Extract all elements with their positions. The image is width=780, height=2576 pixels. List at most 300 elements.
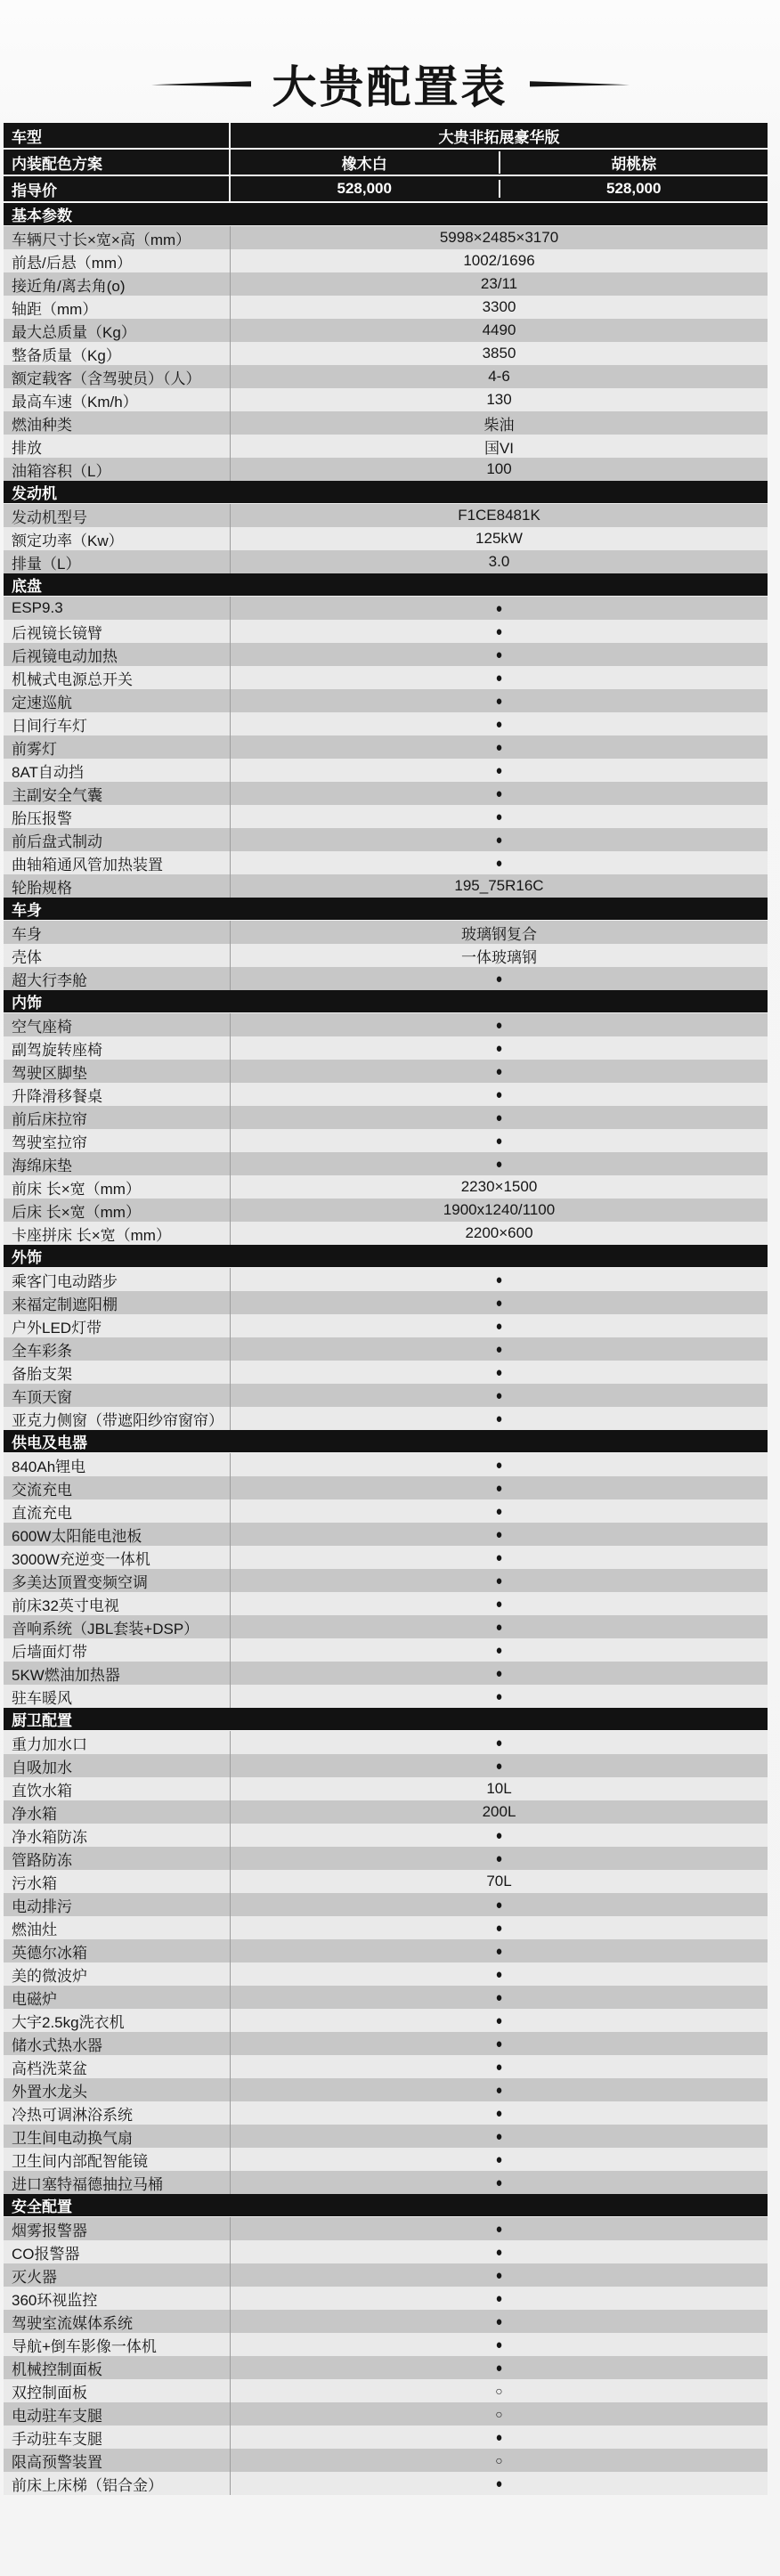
table-row	[4, 226, 768, 249]
row-value: 柴油	[483, 416, 515, 434]
row-value: 5998×2485×3170	[439, 229, 559, 246]
table-row	[4, 1222, 768, 1245]
included-dot-icon: ●	[495, 2221, 503, 2237]
row-label: 壳体	[4, 944, 231, 967]
row-value	[231, 1314, 768, 1337]
page-title: 大贵配置表	[272, 62, 508, 112]
row-label: 驾驶室流媒体系统	[4, 2310, 231, 2333]
row-value	[231, 1685, 768, 1708]
section-header: 内饰	[4, 990, 768, 1013]
row-value	[231, 1754, 768, 1777]
included-dot-icon: ●	[495, 1410, 503, 1426]
row-label: ESP9.3	[4, 597, 231, 620]
included-dot-icon: ●	[495, 2105, 503, 2121]
row-label: 英德尔冰箱	[4, 1939, 231, 1962]
row-value: 3.0	[488, 553, 510, 570]
row-label: 排放	[4, 435, 231, 458]
row-value: 200L	[482, 1803, 516, 1820]
included-dot-icon: ●	[495, 1341, 503, 1357]
table-row	[4, 643, 768, 666]
row-value	[231, 689, 768, 712]
row-value	[231, 759, 768, 782]
section-header: 供电及电器	[4, 1430, 768, 1453]
included-dot-icon: ●	[495, 1503, 503, 1519]
included-dot-icon: ●	[495, 1688, 503, 1704]
included-dot-icon: ●	[495, 1109, 503, 1125]
row-label: 净水箱防冻	[4, 1824, 231, 1847]
included-dot-icon: ●	[495, 646, 503, 662]
row-value	[231, 2287, 768, 2310]
row-value	[231, 2009, 768, 2032]
included-dot-icon: ●	[495, 1966, 503, 1982]
table-row	[4, 1662, 768, 1685]
row-label: 电磁炉	[4, 1986, 231, 2009]
row-value	[231, 2402, 768, 2426]
row-label: 排量（L）	[4, 550, 231, 573]
table-row	[4, 2379, 768, 2402]
section-header: 基本参数	[4, 203, 768, 226]
row-label: 车辆尺寸长×宽×高（mm）	[4, 226, 231, 249]
included-dot-icon: ●	[495, 2360, 503, 2376]
row-value: 4-6	[488, 368, 510, 385]
table-row	[4, 1384, 768, 1407]
table-row	[4, 1129, 768, 1152]
row-label: 自吸加水	[4, 1754, 231, 1777]
row-label: 全车彩条	[4, 1337, 231, 1361]
row-value: 70L	[486, 1873, 512, 1889]
row-value	[231, 1847, 768, 1870]
table-row	[4, 1685, 768, 1708]
table-row	[4, 2287, 768, 2310]
table-row	[4, 2310, 768, 2333]
row-value	[231, 1407, 768, 1430]
included-dot-icon: ●	[495, 1480, 503, 1496]
table-row	[4, 365, 768, 388]
row-label: 轮胎规格	[4, 874, 231, 898]
included-dot-icon: ●	[495, 1086, 503, 1102]
row-value	[231, 2472, 768, 2495]
row-label: 前后盘式制动	[4, 828, 231, 851]
row-label: 污水箱	[4, 1870, 231, 1893]
row-value	[231, 1731, 768, 1754]
optional-circle-icon: ○	[495, 2384, 503, 2398]
table-row	[4, 1847, 768, 1870]
row-label: 840Ah锂电	[4, 1453, 231, 1476]
row-value	[231, 805, 768, 828]
row-label: 双控制面板	[4, 2379, 231, 2402]
row-label: 升降滑移餐桌	[4, 1083, 231, 1106]
row-value	[231, 735, 768, 759]
table-row	[4, 2101, 768, 2125]
row-label: 前雾灯	[4, 735, 231, 759]
table-row	[4, 2240, 768, 2263]
included-dot-icon: ●	[495, 2313, 503, 2329]
included-dot-icon: ●	[495, 2059, 503, 2075]
table-row	[4, 2402, 768, 2426]
section-header: 外饰	[4, 1245, 768, 1268]
row-label: 卫生间电动换气扇	[4, 2125, 231, 2148]
row-label: 备胎支架	[4, 1361, 231, 1384]
table-row	[4, 2217, 768, 2240]
row-label: 卡座拼床 长×宽（mm）	[4, 1222, 231, 1245]
table-row	[4, 2356, 768, 2379]
row-label: 机械控制面板	[4, 2356, 231, 2379]
row-label: 后墙面灯带	[4, 1638, 231, 1662]
row-value: 2200×600	[465, 1224, 533, 1241]
row-value	[231, 666, 768, 689]
row-value: 玻璃钢复合	[461, 925, 537, 943]
section-header: 发动机	[4, 481, 768, 504]
table-row	[4, 342, 768, 365]
row-value: 23/11	[480, 275, 518, 292]
table-row	[4, 2333, 768, 2356]
row-label: 胎压报警	[4, 805, 231, 828]
included-dot-icon: ●	[495, 785, 503, 801]
table-row	[4, 874, 768, 898]
included-dot-icon: ●	[495, 1572, 503, 1589]
table-row	[4, 1986, 768, 2009]
row-label: 前床32英寸电视	[4, 1592, 231, 1615]
row-value	[231, 2356, 768, 2379]
included-dot-icon: ●	[495, 2082, 503, 2098]
row-value	[231, 1106, 768, 1129]
row-label: 额定功率（Kw）	[4, 527, 231, 550]
row-label: 音响系统（JBL套装+DSP）	[4, 1615, 231, 1638]
row-label: 整备质量（Kg）	[4, 342, 231, 365]
row-value: 10L	[486, 1780, 512, 1797]
included-dot-icon: ●	[495, 832, 503, 848]
table-row	[4, 1777, 768, 1800]
included-dot-icon: ●	[495, 1133, 503, 1149]
row-label: 来福定制遮阳棚	[4, 1291, 231, 1314]
row-value: 4490	[482, 321, 516, 338]
table-row	[4, 1407, 768, 1430]
included-dot-icon: ●	[495, 1758, 503, 1774]
section-header: 安全配置	[4, 2194, 768, 2217]
table-row	[4, 921, 768, 944]
table-row	[4, 735, 768, 759]
table-row	[4, 2009, 768, 2032]
row-label: 车身	[4, 921, 231, 944]
row-value	[231, 2449, 768, 2472]
table-row	[4, 1361, 768, 1384]
row-value: 3300	[482, 298, 516, 315]
included-dot-icon: ●	[495, 2012, 503, 2028]
row-label: 发动机型号	[4, 504, 231, 527]
row-label: 进口塞特福德抽拉马桶	[4, 2171, 231, 2194]
table-row	[4, 828, 768, 851]
table-row	[4, 1152, 768, 1175]
row-value	[231, 1824, 768, 1847]
row-label: 最高车速（Km/h）	[4, 388, 231, 411]
table-row	[4, 851, 768, 874]
table-row	[4, 967, 768, 990]
included-dot-icon: ●	[495, 600, 503, 616]
row-value	[231, 1986, 768, 2009]
model-label: 车型	[4, 123, 231, 148]
row-label: 定速巡航	[4, 689, 231, 712]
row-label: 主副安全气囊	[4, 782, 231, 805]
included-dot-icon: ●	[495, 1549, 503, 1565]
row-value: 国VI	[483, 439, 515, 457]
table-row	[4, 805, 768, 828]
included-dot-icon: ●	[495, 1642, 503, 1658]
table-row	[4, 1036, 768, 1060]
optional-circle-icon: ○	[495, 2407, 503, 2421]
guide-price-label: 指导价	[4, 176, 231, 201]
included-dot-icon: ●	[495, 1735, 503, 1751]
included-dot-icon: ●	[495, 1318, 503, 1334]
row-label: 导航+倒车影像一体机	[4, 2333, 231, 2356]
row-label: 烟雾报警器	[4, 2217, 231, 2240]
table-row	[4, 249, 768, 272]
row-value	[231, 2379, 768, 2402]
row-value: 3850	[482, 345, 516, 362]
section-header: 厨卫配置	[4, 1708, 768, 1731]
table-row	[4, 1754, 768, 1777]
row-value	[231, 967, 768, 990]
row-label: 额定载客（含驾驶员）（人）	[4, 365, 231, 388]
table-row	[4, 319, 768, 342]
row-value	[231, 712, 768, 735]
included-dot-icon: ●	[495, 1850, 503, 1866]
table-row	[4, 435, 768, 458]
row-value: 100	[486, 460, 512, 477]
table-row	[4, 1916, 768, 1939]
table-row	[4, 1615, 768, 1638]
row-label: 曲轴箱通风管加热装置	[4, 851, 231, 874]
section-header: 车身	[4, 898, 768, 921]
row-value: F1CE8481K	[458, 507, 540, 524]
row-label: 3000W充逆变一体机	[4, 1546, 231, 1569]
row-label: 储水式热水器	[4, 2032, 231, 2055]
guide-price-values	[231, 176, 768, 201]
included-dot-icon: ●	[495, 1596, 503, 1612]
included-dot-icon: ●	[495, 2267, 503, 2283]
table-row	[4, 782, 768, 805]
row-value	[231, 1453, 768, 1476]
included-dot-icon: ●	[495, 1989, 503, 2005]
row-value	[231, 1152, 768, 1175]
row-value	[231, 2217, 768, 2240]
row-label: 接近角/离去角(o)	[4, 272, 231, 296]
row-value	[231, 2125, 768, 2148]
row-label: 交流充电	[4, 1476, 231, 1499]
row-value	[231, 2101, 768, 2125]
included-dot-icon: ●	[495, 1827, 503, 1843]
row-value	[231, 1129, 768, 1152]
interior-option-0: 橡木白	[341, 155, 387, 173]
table-row	[4, 1800, 768, 1824]
table-row	[4, 1060, 768, 1083]
table-row	[4, 1870, 768, 1893]
table-row	[4, 1083, 768, 1106]
row-label: 电动排污	[4, 1893, 231, 1916]
row-value	[231, 1592, 768, 1615]
included-dot-icon: ●	[495, 2174, 503, 2190]
row-label: 前床上床梯（铝合金）	[4, 2472, 231, 2495]
row-value	[231, 1291, 768, 1314]
row-value	[231, 2333, 768, 2356]
table-row	[4, 1453, 768, 1476]
row-value	[231, 1361, 768, 1384]
row-label: 600W太阳能电池板	[4, 1523, 231, 1546]
model-value: 大贵非拓展豪华版	[438, 128, 560, 146]
guide-price-row	[4, 176, 768, 203]
table-row	[4, 944, 768, 967]
table-row	[4, 1824, 768, 1847]
row-label: 后视镜电动加热	[4, 643, 231, 666]
row-value	[231, 1615, 768, 1638]
table-row	[4, 1546, 768, 1569]
row-value	[231, 1893, 768, 1916]
table-row	[4, 1106, 768, 1129]
table-row	[4, 1939, 768, 1962]
included-dot-icon: ●	[495, 809, 503, 825]
row-label: 燃油种类	[4, 411, 231, 435]
interior-option-1: 胡桃棕	[499, 151, 768, 174]
row-value	[231, 1569, 768, 1592]
row-value: 1002/1696	[463, 252, 535, 269]
table-row	[4, 411, 768, 435]
row-label: 驾驶室拉帘	[4, 1129, 231, 1152]
row-value	[231, 828, 768, 851]
table-row	[4, 550, 768, 573]
row-label: 车顶天窗	[4, 1384, 231, 1407]
row-label: 后视镜长镜臂	[4, 620, 231, 643]
table-row	[4, 2125, 768, 2148]
row-label: CO报警器	[4, 2240, 231, 2263]
table-row	[4, 2055, 768, 2078]
row-label: 前床 长×宽（mm）	[4, 1175, 231, 1199]
included-dot-icon: ●	[495, 1897, 503, 1913]
row-value: 2230×1500	[460, 1178, 538, 1195]
row-value	[231, 597, 768, 620]
included-dot-icon: ●	[495, 693, 503, 709]
table-row	[4, 2426, 768, 2449]
table-row	[4, 1893, 768, 1916]
table-row	[4, 689, 768, 712]
row-value	[231, 2426, 768, 2449]
row-label: 轴距（mm）	[4, 296, 231, 319]
included-dot-icon: ●	[495, 762, 503, 778]
included-dot-icon: ●	[495, 2429, 503, 2445]
included-dot-icon: ●	[495, 716, 503, 732]
row-label: 净水箱	[4, 1800, 231, 1824]
included-dot-icon: ●	[495, 2036, 503, 2052]
table-row	[4, 1337, 768, 1361]
table-row	[4, 2148, 768, 2171]
section-header: 底盘	[4, 573, 768, 597]
row-value	[231, 1013, 768, 1036]
table-row	[4, 759, 768, 782]
row-value: 一体玻璃钢	[461, 948, 537, 966]
included-dot-icon: ●	[495, 2128, 503, 2144]
interior-color-row	[4, 150, 768, 176]
row-label: 管路防冻	[4, 1847, 231, 1870]
row-label: 灭火器	[4, 2263, 231, 2287]
row-value	[231, 1083, 768, 1106]
table-row	[4, 1175, 768, 1199]
row-value	[231, 782, 768, 805]
row-value	[231, 2240, 768, 2263]
row-label: 超大行李舱	[4, 967, 231, 990]
interior-color-label: 内装配色方案	[4, 150, 231, 175]
row-value: 125kW	[475, 530, 523, 547]
row-value	[231, 2148, 768, 2171]
row-label: 海绵床垫	[4, 1152, 231, 1175]
table-row	[4, 666, 768, 689]
row-value: 195_75R16C	[454, 877, 544, 894]
table-row	[4, 1199, 768, 1222]
table-row	[4, 620, 768, 643]
included-dot-icon: ●	[495, 1526, 503, 1542]
spec-table	[4, 123, 768, 2495]
included-dot-icon: ●	[495, 2475, 503, 2491]
included-dot-icon: ●	[495, 2151, 503, 2167]
row-label: 机械式电源总开关	[4, 666, 231, 689]
row-label: 直饮水箱	[4, 1777, 231, 1800]
included-dot-icon: ●	[495, 1295, 503, 1311]
row-label: 乘客门电动踏步	[4, 1268, 231, 1291]
title-right-dash-decoration	[530, 80, 630, 88]
row-label: 户外LED灯带	[4, 1314, 231, 1337]
table-row	[4, 1013, 768, 1036]
table-row	[4, 2472, 768, 2495]
row-value	[231, 1060, 768, 1083]
included-dot-icon: ●	[495, 1156, 503, 1172]
row-value	[231, 1337, 768, 1361]
row-label: 360环视监控	[4, 2287, 231, 2310]
row-label: 前悬/后悬（mm）	[4, 249, 231, 272]
table-row	[4, 504, 768, 527]
model-row	[4, 123, 768, 150]
row-value	[231, 1962, 768, 1986]
table-row	[4, 1731, 768, 1754]
row-label: 重力加水口	[4, 1731, 231, 1754]
included-dot-icon: ●	[495, 1364, 503, 1380]
included-dot-icon: ●	[495, 2244, 503, 2260]
row-value	[231, 1546, 768, 1569]
row-value	[231, 1384, 768, 1407]
table-row	[4, 712, 768, 735]
row-label: 空气座椅	[4, 1013, 231, 1036]
included-dot-icon: ●	[495, 1920, 503, 1936]
table-row	[4, 1962, 768, 1986]
row-value	[231, 851, 768, 874]
table-row	[4, 458, 768, 481]
row-value	[231, 2078, 768, 2101]
optional-circle-icon: ○	[495, 2453, 503, 2467]
included-dot-icon: ●	[495, 1017, 503, 1033]
guide-price-1: 528,000	[499, 180, 768, 198]
table-row	[4, 2032, 768, 2055]
row-label: 直流充电	[4, 1499, 231, 1523]
included-dot-icon: ●	[495, 2336, 503, 2353]
row-label: 卫生间内部配智能镜	[4, 2148, 231, 2171]
table-row	[4, 2449, 768, 2472]
table-row	[4, 272, 768, 296]
table-row	[4, 1476, 768, 1499]
included-dot-icon: ●	[495, 1457, 503, 1473]
table-row	[4, 1523, 768, 1546]
included-dot-icon: ●	[495, 1063, 503, 1079]
table-row	[4, 2263, 768, 2287]
row-label: 大宇2.5kg洗衣机	[4, 2009, 231, 2032]
table-row	[4, 1499, 768, 1523]
row-value	[231, 1662, 768, 1685]
table-row	[4, 1592, 768, 1615]
